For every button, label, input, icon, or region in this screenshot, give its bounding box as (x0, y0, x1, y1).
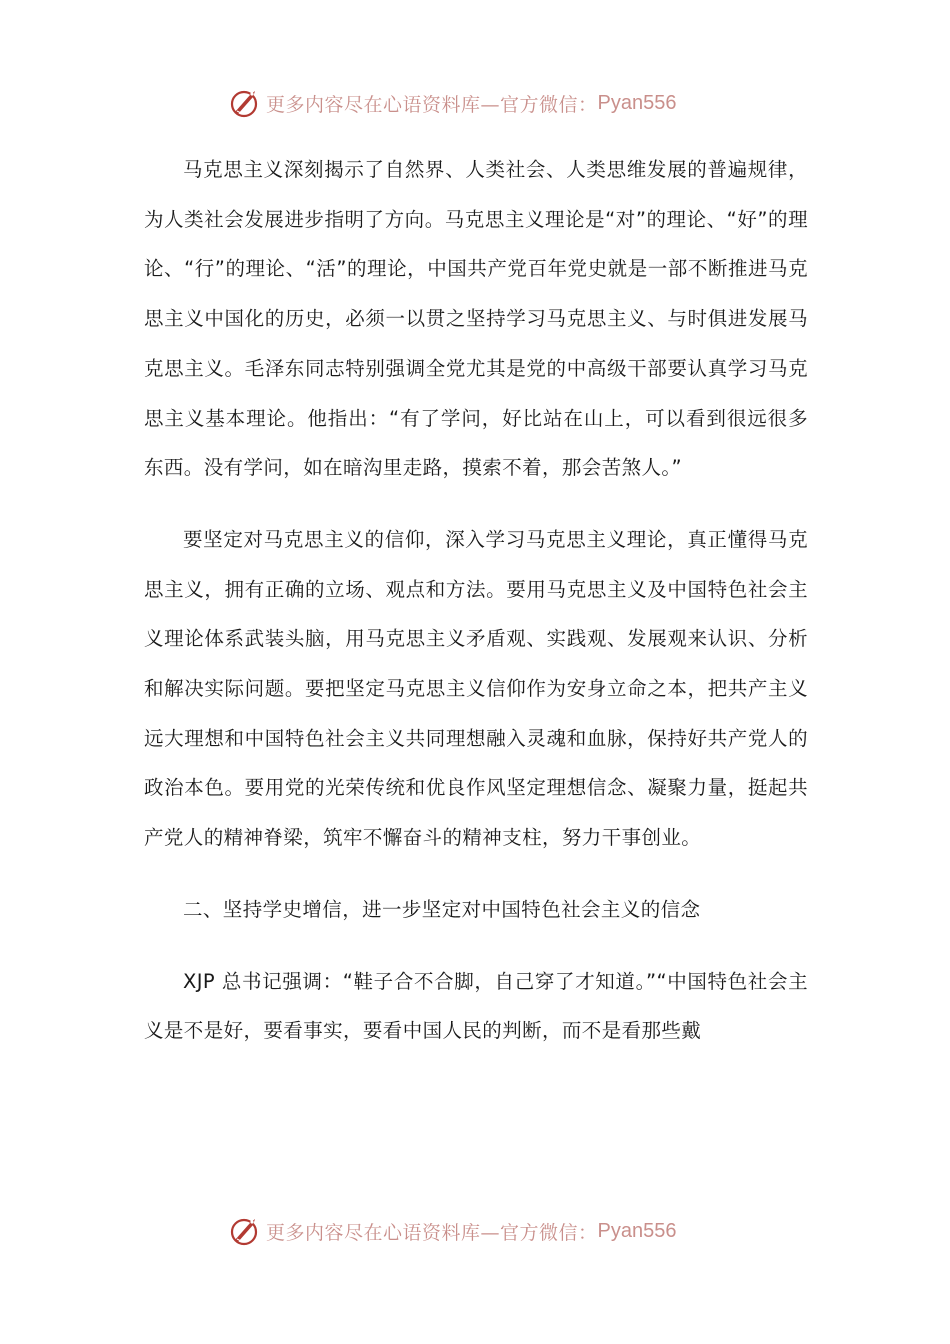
section-heading: 二、坚持学史增信，进一步坚定对中国特色社会主义的信念 (183, 897, 701, 921)
document-body (144, 145, 808, 1056)
paragraph: 马克思主义深刻揭示了自然界、人类社会、人类思维发展的普遍规律，为人类社会发展进步指明了方向。马克思主义理论是“对”的理论、“好”的理论、“行”的理论、“活”的理论，中国共产党百年党史就是一部不断推进马克思主义中国化的历史，必须一以贯之坚持学习马克思主义、与时俱进发展马克思主义。毛泽东同志特别强调全党尤其是党的中高级干部要认真学习马克思主义基本理论。他指出：“有了学问，好比站在山上，可以看到很远很多东西。没有学问，如在暗沟里走路，摸索不着，那会苦煞人。” (144, 158, 808, 480)
watermark-text: 更多内容尽在心语资料库—官方微信： (266, 1221, 598, 1244)
watermark-wechat-id: Pyan556 (597, 1219, 677, 1242)
paragraph: XJP 总书记强调：“鞋子合不合脚，自己穿了才知道。”“中国特色社会主义是不是好，要看事实，要看中国人民的判断，而不是看那些戴 (144, 969, 808, 1043)
pen-logo-icon (228, 1214, 262, 1248)
watermark-footer (228, 1214, 748, 1248)
pen-logo-icon (228, 86, 262, 120)
watermark-wechat-id: Pyan556 (597, 91, 677, 114)
watermark-header (228, 86, 748, 120)
paragraph: 要坚定对马克思主义的信仰，深入学习马克思主义理论，真正懂得马克思主义，拥有正确的立场、观点和方法。要用马克思主义及中国特色社会主义理论体系武装头脑，用马克思主义矛盾观、实践观、发展观来认识、分析和解决实际问题。要把坚定马克思主义信仰作为安身立命之本，把共产主义远大理想和中国特色社会主义共同理想融入灵魂和血脉，保持好共产党人的政治本色。要用党的光荣传统和优良作风坚定理想信念、凝聚力量，挺起共产党人的精神脊梁，筑牢不懈奋斗的精神支柱，努力干事创业。 (144, 527, 808, 850)
watermark-text: 更多内容尽在心语资料库—官方微信： (266, 93, 598, 116)
